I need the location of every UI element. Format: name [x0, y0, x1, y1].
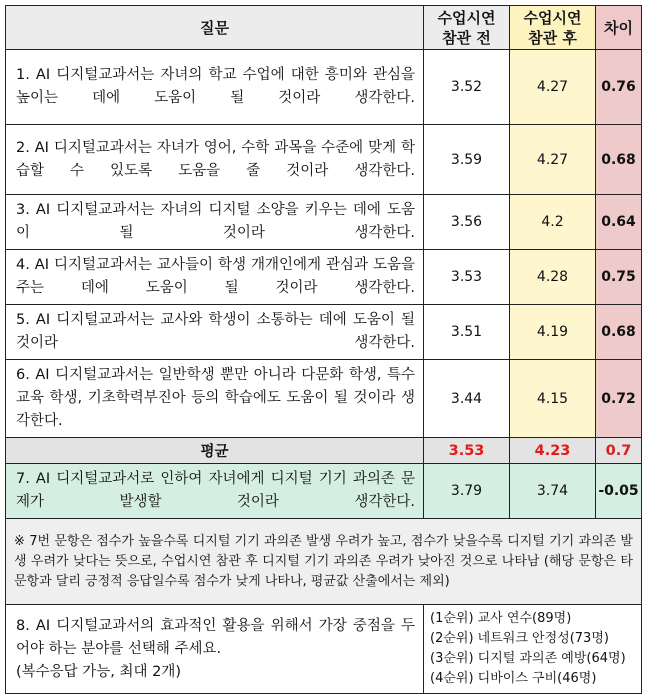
rank-list [424, 605, 642, 694]
question-8-text: 8. AI 디지털교과서의 효과적인 활용을 위해서 가장 중점을 두어야 하는 분야를 선택해 주세요. [16, 617, 415, 657]
before-value: 3.79 [424, 464, 510, 519]
table-row [6, 50, 642, 125]
table-row [6, 125, 642, 195]
after-value: 4.27 [510, 125, 596, 195]
header-question: 질문 [6, 6, 424, 50]
before-value: 3.51 [424, 305, 510, 360]
table-row [6, 250, 642, 305]
question-text: 1. AI 디지털교과서는 자녀의 학교 수업에 대한 흥미와 관심을 높이는 데에 도움이 될 것이라 생각한다. [6, 50, 424, 125]
diff-value: 0.75 [596, 250, 642, 305]
before-value: 3.52 [424, 50, 510, 125]
table-row [6, 360, 642, 438]
before-value: 3.44 [424, 360, 510, 438]
diff-value: 0.68 [596, 125, 642, 195]
average-before: 3.53 [424, 438, 510, 464]
after-value: 4.15 [510, 360, 596, 438]
survey-table [5, 5, 642, 694]
before-value: 3.59 [424, 125, 510, 195]
question-text: 4. AI 디지털교과서는 교사들이 학생 개개인에게 관심과 도움을 주는 데에 도움이 될 것이라 생각한다. [6, 250, 424, 305]
question-text: 6. AI 디지털교과서는 일반학생 뿐만 아니라 다문화 학생, 특수교육 학생, 기초학력부진아 등의 학습에도 도움이 될 것이라 생각한다. [6, 360, 424, 438]
before-value: 3.56 [424, 195, 510, 250]
question-text: 7. AI 디지털교과서로 인하여 자녀에게 디지털 기기 과의존 문제가 발생할 것이라 생각한다. [6, 464, 424, 519]
note-row [6, 519, 642, 605]
rank-item: (2순위) 네트워크 안정성(73명) [430, 631, 609, 646]
question-8-sub: (복수응답 가능, 최대 2개) [16, 663, 182, 680]
rank-item: (3순위) 디지털 과의존 예방(64명) [430, 651, 626, 666]
average-after: 4.23 [510, 438, 596, 464]
diff-value: -0.05 [596, 464, 642, 519]
footnote: ※ 7번 문항은 점수가 높을수록 디지털 기기 과의존 발생 우려가 높고, 점수가 낮을수록 디지털 기기 과의존 발생 우려가 낮다는 뜻으로, 수업시연 참관 후 디지털 기기 과의존 우려가 낮아진 것으로 나타남 (해당 문항은 타 문항과 달리 긍정적 응답일수록 점수가 낮게 나타나, 평균값 산출에서는 제외) [6, 519, 642, 605]
after-value: 3.74 [510, 464, 596, 519]
q8-row [6, 605, 642, 694]
rank-item: (4순위) 디바이스 구비(46명) [430, 671, 597, 686]
header-diff: 차이 [596, 6, 642, 50]
diff-value: 0.76 [596, 50, 642, 125]
q7-row [6, 464, 642, 519]
after-value: 4.27 [510, 50, 596, 125]
diff-value: 0.72 [596, 360, 642, 438]
average-diff: 0.7 [596, 438, 642, 464]
before-value: 3.53 [424, 250, 510, 305]
header-after: 수업시연 참관 후 [510, 6, 596, 50]
question-text: 5. AI 디지털교과서는 교사와 학생이 소통하는 데에 도움이 될 것이라 생각한다. [6, 305, 424, 360]
header-before: 수업시연 참관 전 [424, 6, 510, 50]
question-text: 2. AI 디지털교과서는 자녀가 영어, 수학 과목을 수준에 맞게 학습할 수 있도록 도움을 줄 것이라 생각한다. [6, 125, 424, 195]
after-value: 4.28 [510, 250, 596, 305]
average-row [6, 438, 642, 464]
header-row [6, 6, 642, 50]
after-value: 4.2 [510, 195, 596, 250]
diff-value: 0.68 [596, 305, 642, 360]
question-text: 3. AI 디지털교과서는 자녀의 디지털 소양을 키우는 데에 도움이 될 것이라 생각한다. [6, 195, 424, 250]
table-row [6, 305, 642, 360]
diff-value: 0.64 [596, 195, 642, 250]
question-8 [6, 605, 424, 694]
average-label: 평균 [6, 438, 424, 464]
rank-item: (1순위) 교사 연수(89명) [430, 611, 572, 626]
table-row [6, 195, 642, 250]
after-value: 4.19 [510, 305, 596, 360]
